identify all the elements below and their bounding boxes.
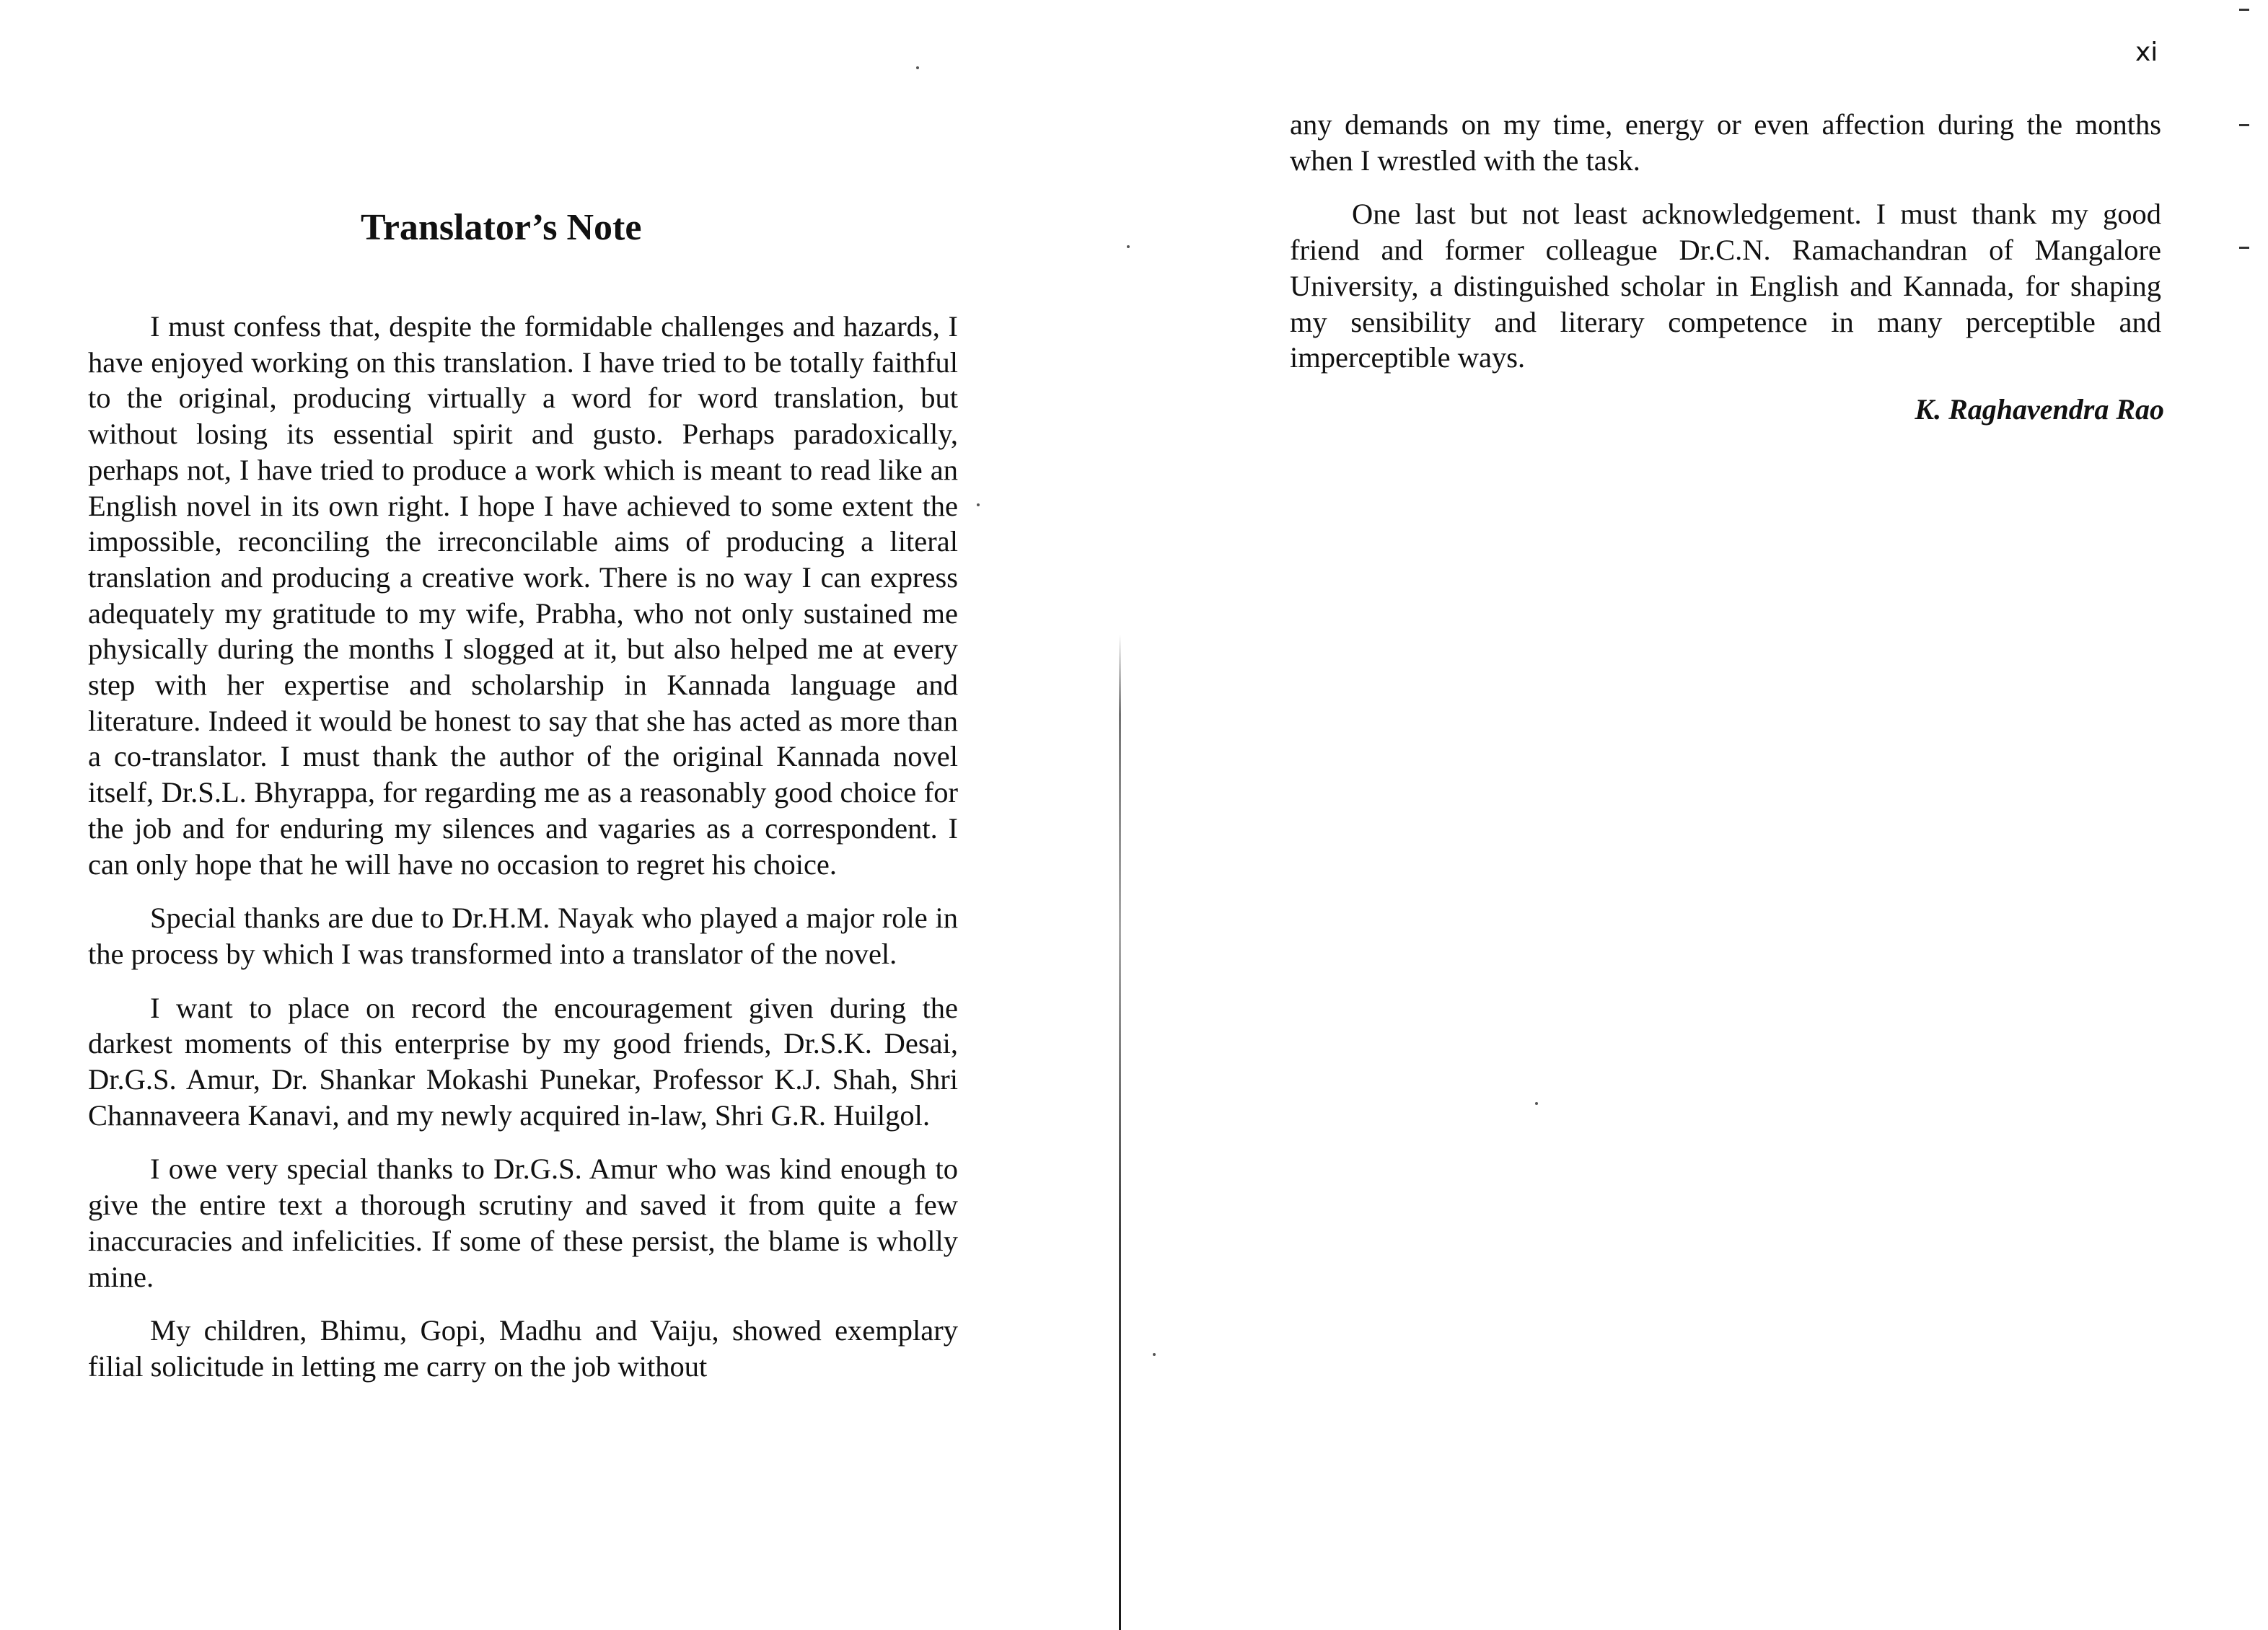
scan-speck [977,503,980,506]
page-edge-mark [2239,247,2249,249]
page-edge-mark [2239,9,2249,11]
scan-speck [1127,245,1130,248]
paragraph-encouragement-friends: I want to place on record the encouragement given during the darkest moments of this enterprise by my good friends, Dr.S.K. Desai, Dr.G.S. Amur, Dr. Shankar Mokashi Punekar, Professor K.J. Shah, Shri Channaveera Kanavi, and my newly acquired in-law, Shri G.R. Huilgol. [88,991,958,1132]
scan-speck [1153,1353,1156,1356]
right-page-body [1290,107,2161,394]
paragraph-children: My children, Bhimu, Gopi, Madhu and Vaiju, showed exemplary filial solicitude in letting me carry on the job without [88,1314,958,1383]
paragraph-translation-approach: I must confess that, despite the formidable challenges and hazards, I have enjoyed working on this translation. I have tried to be totally faithful to the original, producing virtually a word for word translation, but without losing its essential spirit and gusto. Perhaps paradoxically, perhaps not, I have tried to produce a work which is meant to read like an English novel in its own right. I hope I have achieved to some extent the impossible, reconciling the irreconcilable aims of producing a literal translation and producing a creative work. There is no way I can express adequately my gratitude to my wife, Prabha, who not only sustained me physically during the months I slogged at it, but also helped me at every step with her expertise and scholarship in Kannada language and literature. Indeed it would be honest to say that she has acted as more than a co-translator. I must thank the author of the original Kannada novel itself, Dr.S.L. Bhyrappa, for regarding me as a reasonably good choice for the job and for enduring my silences and vagaries as a correspondent. I can only hope that he will have no occasion to regret his choice. [88,310,958,881]
page-edge-mark [2239,124,2249,126]
paragraph-thanks-nayak: Special thanks are due to Dr.H.M. Nayak who played a major role in the process by which I was transformed into a translator of the novel. [88,902,958,970]
scan-speck [916,66,919,69]
signature: K. Raghavendra Rao [1915,393,2164,426]
paragraph-thanks-ramachandran: One last but not least acknowledgement. I must thank my good friend and former colleague Dr.C.N. Ramachandran of Mangalore University, a distinguished scholar in English and Kannada, for shaping my sensibility and literary competence in many perceptible and imperceptible ways. [1290,198,2161,374]
page-number: xi [2135,38,2158,67]
scan-speck [1535,1102,1538,1105]
left-page-body [88,309,958,1403]
paragraph-thanks-amur: I owe very special thanks to Dr.G.S. Amur who was kind enough to give the entire text a thorough scrutiny and saved it from quite a few inaccuracies and infelicities. If some of these persist, the blame is wholly mine. [88,1153,958,1293]
page-title: Translator’s Note [361,207,642,248]
paragraph-continuation: any demands on my time, energy or even affection during the months when I wrestled with the task. [1290,108,2161,177]
book-gutter [1117,635,1122,1630]
gutter-shadow-line [1119,635,1121,1630]
